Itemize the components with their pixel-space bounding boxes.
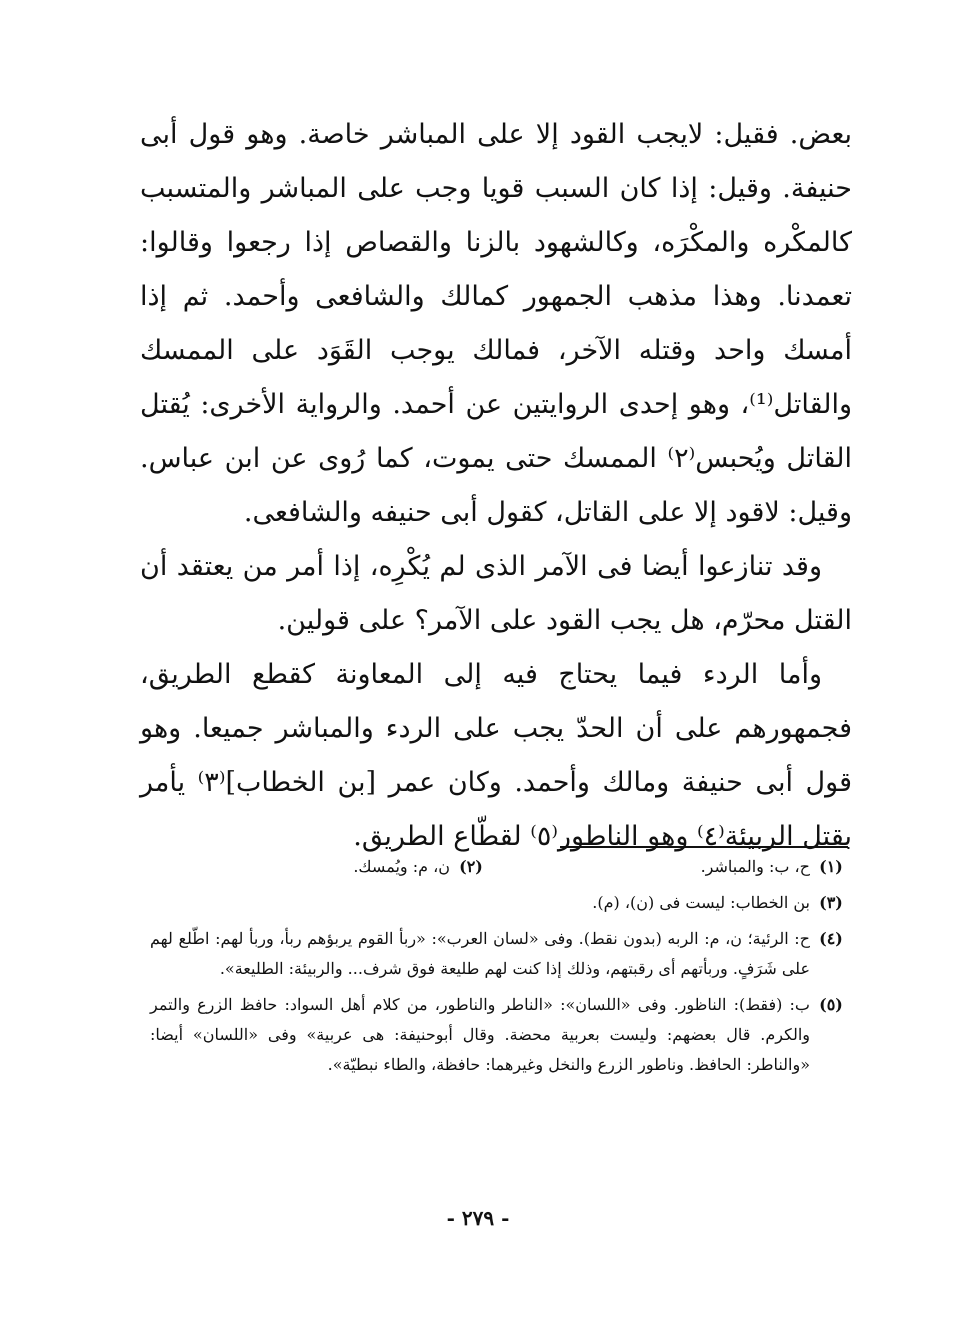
footnote-3 <box>150 888 852 918</box>
footnote-5 <box>150 990 852 1080</box>
footnote-number: (٥) <box>819 995 843 1014</box>
footnote-number: (٢) <box>459 857 483 876</box>
footnote-separator <box>560 846 848 848</box>
footnote-2 <box>150 852 492 882</box>
paragraph-2: وقد تنازعوا أيضا فى الآمر الذى لم يُكْرِه، إذا أمر من يعتقد أن القتل محرّم، هل يجب القود على الآمر؟ على قولين. <box>140 551 852 636</box>
footnote-1 <box>492 852 852 882</box>
footnote-row-1-2 <box>150 852 852 882</box>
footnote-number: (١) <box>819 857 843 876</box>
footnote-text: بن الخطاب: ليست فى (ن)، (م). <box>592 893 810 912</box>
footnote-number: (٣) <box>819 893 843 912</box>
footnote-number: (٤) <box>819 929 843 948</box>
footnotes <box>150 852 852 1086</box>
footnote-text: ح، ب: والمباشر. <box>700 857 810 876</box>
footnote-text: ن، م: ويُمسك. <box>353 857 450 876</box>
paragraph-3: وأما الردء فيما يحتاج فيه إلى المعاونة كقطع الطريق، فجمهورهم على أن الحدّ يجب على الردء والمباشر جميعا. وهو قول أبى حنيفة ومالك وأحمد. وكان عمر [بن الخطاب]⁽٣⁾ يأمر بقتل الربيئة⁽٤⁾ وهو الناطور⁽٥⁾ لقطّاع الطريق. <box>140 659 852 852</box>
paragraph-1: بعض. فقيل: لايجب القود إلا على المباشر خاصة. وهو قول أبى حنيفة. وقيل: إذا كان السبب قويا وجب على المباشر والمتسبب كالمكْره والمكْرَه، وكالشهود بالزنا والقصاص إذا رجعوا وقالوا: تعمدنا. وهذا مذهب الجمهور كمالك والشافعى وأحمد. ثم إذا أمسك واحد وقتله الآخر، فمالك يوجب القَوَد على الممسك والقاتل⁽¹⁾، وهو إحدى الروايتين عن أحمد. والرواية الأخرى: يُقتل القاتل ويُحبس⁽٢⁾ الممسك حتى يموت، كما رُوى عن ابن عباس. وقيل: لاقود إلا على القاتل، كقول أبى حنيفه والشافعى. <box>140 119 852 528</box>
main-text <box>140 108 852 864</box>
footnote-4 <box>150 924 852 984</box>
footnote-text: ب: (فقط): الناظور. وفى «اللسان»: «الناطر والناطور، من كلام أهل السواد: حافظ الزرع والتمر والكرم. قال بعضهم: وليست بعربية محضة. وقال أبوحنيفة: هى عربية» وفى «اللسان» أيضا: «والناطر: الحافظ. وناطور الزرع والنخل وغيرهما: حافظة، والطاء نبطيّة». <box>150 995 810 1074</box>
page-number: - ٢٧٩ - <box>446 1206 510 1230</box>
footnote-text: ح: الرئية؛ ن، م: الربه (بدون نقط). وفى «لسان العرب»: «ربأ القوم يربؤهم ربأ، وربأ لهم: اطّلع لهم على شَرَفٍ. وربأتهم أى رقبتهم، وذلك إذا كنت لهم طليعة فوق شرف... والربيئة: الطليعة». <box>150 929 810 978</box>
